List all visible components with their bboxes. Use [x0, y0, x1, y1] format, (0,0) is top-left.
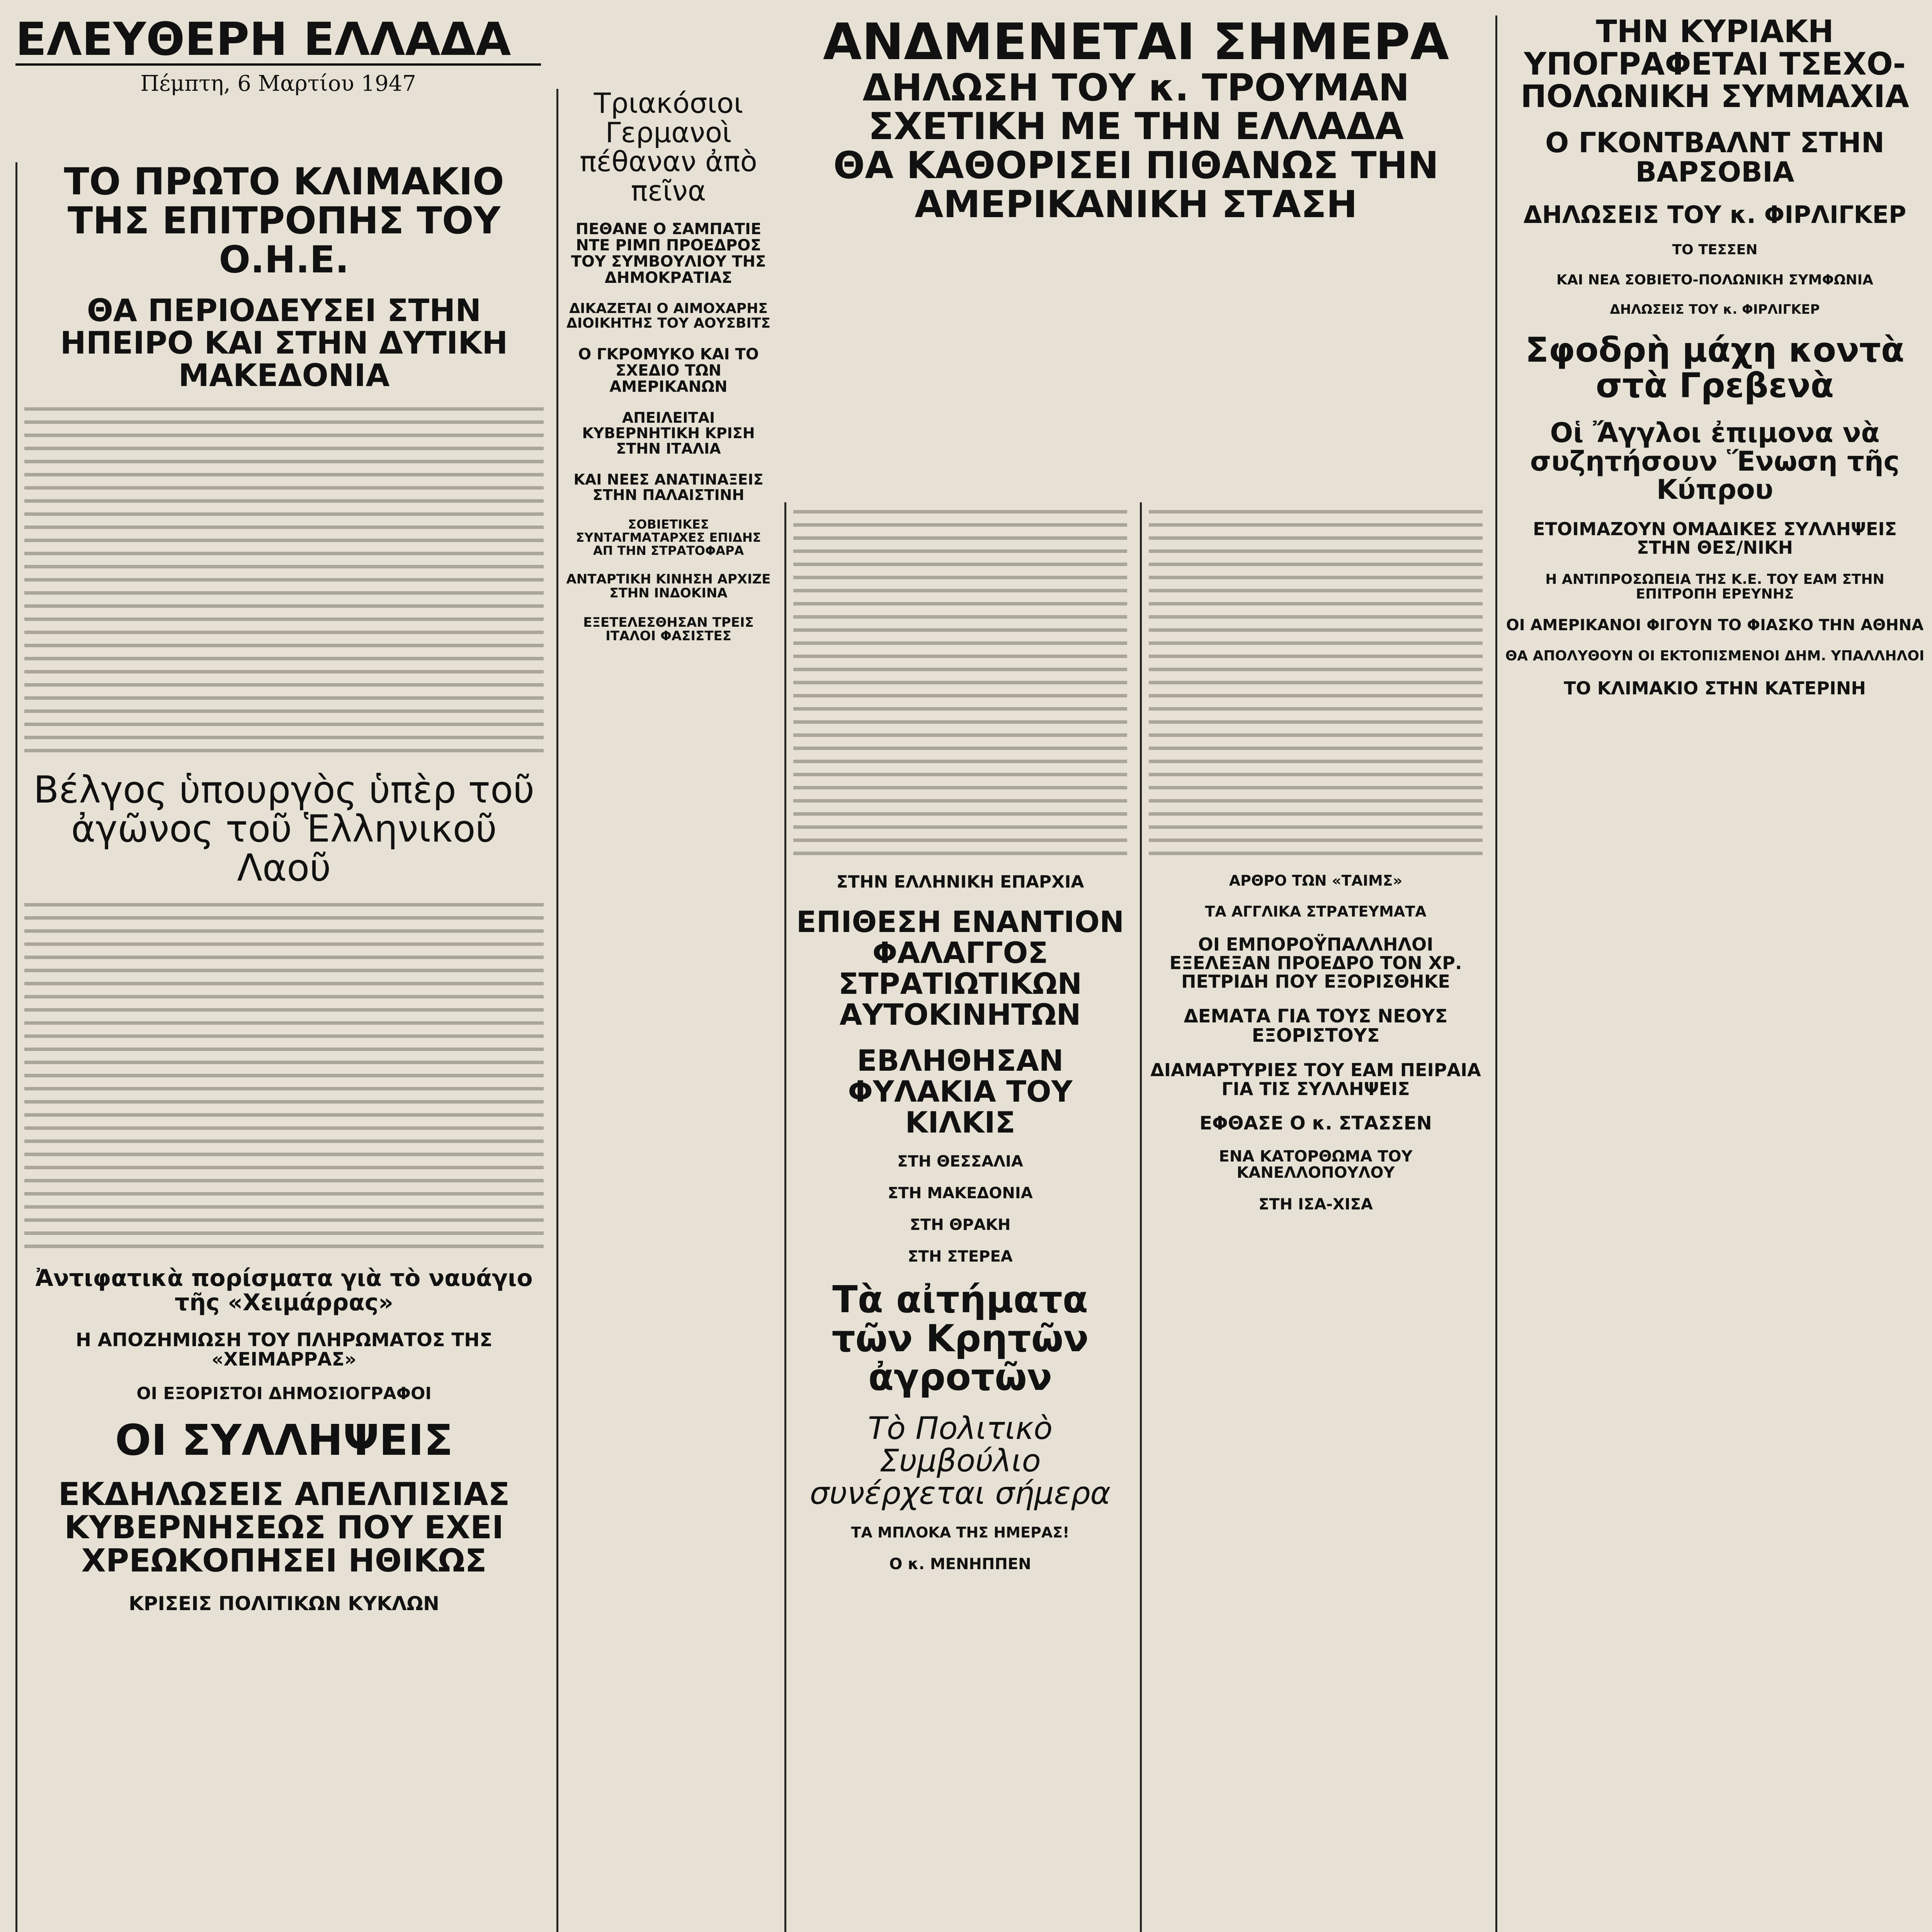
- headline: ΘΑ ΠΕΡΙΟΔΕΥΣΕΙ ΣΤΗΝ ΗΠΕΙΡΟ ΚΑΙ ΣΤΗΝ ΔΥΤΙΚΗ ΜΑΚΕΔΟΝΙΑ: [60, 293, 508, 394]
- masthead: [15, 12, 541, 96]
- headline: ΣΤΗ ΣΤΕΡΕΑ: [908, 1247, 1013, 1265]
- headline: ΚΑΙ ΝΕΕΣ ΑΝΑΤΙΝΑΞΕΙΣ ΣΤΗΝ ΠΑΛΑΙΣΤΙΝΗ: [573, 471, 764, 503]
- column-4: [1140, 502, 1490, 1932]
- article-placeholder: [24, 407, 544, 755]
- headline: Η ΑΠΟΖΗΜΙΩΣΗ ΤΟΥ ΠΛΗΡΩΜΑΤΟΣ ΤΗΣ «ΧΕΙΜΑΡΡΑΣ»: [75, 1329, 493, 1371]
- banner-headline: ΑΝΔΜΕΝΕΤΑΙ ΣΗΜΕΡΑ: [823, 12, 1449, 71]
- headline: ΣΤΗ ΘΡΑΚΗ: [910, 1216, 1011, 1234]
- headline: ΤΑ ΑΓΓΛΙΚΑ ΣΤΡΑΤΕΥΜΑΤΑ: [1205, 903, 1427, 920]
- masthead-title: ΕΛΕΥΘΕΡΗ ΕΛΛΑΔΑ: [15, 15, 541, 66]
- headline: ΣΟΒΙΕΤΙΚΕΣ ΣΥΝΤΑΓΜΑΤΑΡΧΕΣ ΕΠΙΔΗΣ ΑΠ ΤΗΝ ΣΤΡΑΤΟΦΑΡΑ: [576, 517, 761, 558]
- headline: ΕΠΙΘΕΣΗ ΕΝΑΝΤΙΟΝ ΦΑΛΑΓΓΟΣ ΣΤΡΑΤΙΩΤΙΚΩΝ ΑΥΤΟΚΙΝΗΤΩΝ: [796, 905, 1124, 1032]
- headline: ΣΤΗ ΙΣΑ-ΧΙΣΑ: [1259, 1196, 1373, 1214]
- headline: ΤΟ ΤΕΣΣΕΝ: [1672, 242, 1758, 258]
- headline: Βέλγος ὑπουργὸς ὑπὲρ τοῦ ἀγῶνος τοῦ Ἑλληνικοῦ Λαοῦ: [33, 768, 535, 889]
- headline: Η ΑΝΤΙΠΡΟΣΩΠΕΙΑ ΤΗΣ Κ.Ε. ΤΟΥ ΕΑΜ ΣΤΗΝ ΕΠΙΤΡΟΠΗ ΕΡΕΥΝΗΣ: [1545, 571, 1884, 602]
- headline: ΔΗΛΩΣΕΙΣ ΤΟΥ κ. ΦΙΡΛΙΓΚΕΡ: [1610, 301, 1820, 317]
- headline: ΕΚΔΗΛΩΣΕΙΣ ΑΠΕΛΠΙΣΙΑΣ ΚΥΒΕΡΝΗΣΕΩΣ ΠΟΥ ΕΧΕΙ ΧΡΕΩΚΟΠΗΣΕΙ ΗΘΙΚΩΣ: [58, 1476, 510, 1580]
- headline: ΕΦΘΑΣΕ Ο κ. ΣΤΑΣΣΕΝ: [1199, 1112, 1432, 1134]
- headline: ΔΗΛΩΣΕΙΣ ΤΟΥ κ. ΦΙΡΛΙΓΚΕΡ: [1523, 201, 1906, 229]
- headline: ΤΗΝ ΚΥΡΙΑΚΗ ΥΠΟΓΡΑΦΕΤΑΙ ΤΣΕΧΟ-ΠΟΛΩΝΙΚΗ ΣΥΜΜΑΧΙΑ: [1520, 15, 1909, 114]
- headline: ΟΙ ΣΥΛΛΗΨΕΙΣ: [115, 1415, 453, 1465]
- headline: ΟΙ ΕΞΟΡΙΣΤΟΙ ΔΗΜΟΣΙΟΓΡΑΦΟΙ: [136, 1383, 432, 1403]
- headline: ΕΤΟΙΜΑΖΟΥΝ ΟΜΑΔΙΚΕΣ ΣΥΛΛΗΨΕΙΣ ΣΤΗΝ ΘΕΣ/ΝΙΚΗ: [1533, 518, 1897, 558]
- column-3: [784, 502, 1134, 1932]
- headline: ΣΤΗΝ ΕΛΛΗΝΙΚΗ ΕΠΑΡΧΙΑ: [836, 872, 1084, 892]
- headline: Τριακόσιοι Γερμανοὶ πέθαναν ἀπὸ πεῖνα: [580, 89, 757, 207]
- headline: ΔΕΜΑΤΑ ΓΙΑ ΤΟΥΣ ΝΕΟΥΣ ΕΞΟΡΙΣΤΟΥΣ: [1184, 1005, 1448, 1047]
- issue-date: Πέμπτη, 6 Μαρτίου 1947: [140, 71, 416, 96]
- headline: Σφοδρὴ μάχη κοντὰ στὰ Γρεβενὰ: [1525, 330, 1905, 405]
- article-placeholder: [24, 903, 544, 1251]
- headline: ΠΕΘΑΝΕ Ο ΣΑΜΠΑΤΙΕ ΝΤΕ ΡΙΜΠ ΠΡΟΕΔΡΟΣ ΤΟΥ ΣΥΜΒΟΥΛΙΟΥ ΤΗΣ ΔΗΜΟΚΡΑΤΙΑΣ: [571, 220, 766, 287]
- headline: ΕΝΑ ΚΑΤΟΡΘΩΜΑ ΤΟΥ ΚΑΝΕΛΛΟΠΟΥΛΟΥ: [1219, 1148, 1413, 1182]
- headline: Ο ΓΚΡΟΜΥΚΟ ΚΑΙ ΤΟ ΣΧΕΔΙΟ ΤΩΝ ΑΜΕΡΙΚΑΝΩΝ: [578, 345, 759, 396]
- headline: ΣΤΗ ΘΕΣΣΑΛΙΑ: [897, 1152, 1023, 1170]
- column-2: [556, 89, 779, 1932]
- headline: Ἀντιφατικὰ πορίσματα γιὰ τὸ ναυάγιο τῆς «Χειμάρρας»: [35, 1264, 533, 1316]
- headline: ΣΤΗ ΜΑΚΕΔΟΝΙΑ: [888, 1184, 1033, 1202]
- headline: ΘΑ ΑΠΟΛΥΘΟΥΝ ΟΙ ΕΚΤΟΠΙΣΜΕΝΟΙ ΔΗΜ. ΥΠΑΛΛΗΛΟΙ: [1505, 648, 1925, 664]
- column-5: [1495, 15, 1932, 1932]
- column-1: [15, 162, 551, 1932]
- headline: ΤΑ ΜΠΛΟΚΑ ΤΗΣ ΗΜΕΡΑΣ!: [851, 1524, 1070, 1541]
- headline: ΔΙΚΑΖΕΤΑΙ Ο ΑΙΜΟΧΑΡΗΣ ΔΙΟΙΚΗΤΗΣ ΤΟΥ ΑΟΥΣΒΙΤΣ: [566, 301, 770, 332]
- headline: ΔΙΑΜΑΡΤΥΡΙΕΣ ΤΟΥ ΕΑΜ ΠΕΙΡΑΙΑ ΓΙΑ ΤΙΣ ΣΥΛΛΗΨΕΙΣ: [1150, 1060, 1481, 1099]
- headline: ΚΡΙΣΕΙΣ ΠΟΛΙΤΙΚΩΝ ΚΥΚΛΩΝ: [128, 1592, 440, 1615]
- banner-subheadline: ΔΗΛΩΣΗ ΤΟΥ κ. ΤΡΟΥΜΑΝ ΣΧΕΤΙΚΗ ΜΕ ΤΗΝ ΕΛΛΑΔΑ: [862, 66, 1410, 148]
- headline: ΟΙ ΕΜΠΟΡΟΫΠΑΛΛΗΛΟΙ ΕΞΕΛΕΞΑΝ ΠΡΟΕΔΡΟ ΤΟΝ ΧΡ. ΠΕΤΡΙΔΗ ΠΟΥ ΕΞΟΡΙΣΘΗΚΕ: [1169, 934, 1462, 992]
- headline: ΑΠΕΙΛΕΙΤΑΙ ΚΥΒΕΡΝΗΤΙΚΗ ΚΡΙΣΗ ΣΤΗΝ ΙΤΑΛΙΑ: [582, 409, 755, 457]
- article-placeholder: [1149, 510, 1483, 858]
- headline: ΕΒΛΗΘΗΣΑΝ ΦΥΛΑΚΙΑ ΤΟΥ ΚΙΛΚΙΣ: [848, 1043, 1073, 1139]
- center-banner: [784, 12, 1488, 226]
- headline: ΑΝΤΑΡΤΙΚΗ ΚΙΝΗΣΗ ΑΡΧΙΖΕ ΣΤΗΝ ΙΝΔΟΚΙΝΑ: [566, 571, 771, 601]
- headline: ΤΟ ΠΡΩΤΟ ΚΛΙΜΑΚΙΟ ΤΗΣ ΕΠΙΤΡΟΠΗΣ ΤΟΥ Ο.Η.Ε.: [64, 162, 504, 281]
- headline: Οἱ Ἄγγλοι ἐπιμονα νὰ συζητήσουν Ἕνωση τῆς Κύπρου: [1530, 417, 1900, 506]
- headline: ΕΞΕΤΕΛΕΣΘΗΣΑΝ ΤΡΕΙΣ ΙΤΑΛΟΙ ΦΑΣΙΣΤΕΣ: [583, 614, 754, 644]
- headline: Ο ΓΚΟΝΤΒΑΛΝΤ ΣΤΗΝ ΒΑΡΣΟΒΙΑ: [1545, 126, 1885, 188]
- headline: Τὰ αἰτήματα τῶν Κρητῶν ἀγροτῶν: [832, 1277, 1089, 1399]
- headline: ΑΡΘΡΟ ΤΩΝ «ΤΑΙΜΣ»: [1229, 872, 1403, 889]
- banner-subheadline: ΘΑ ΚΑΘΟΡΙΣΕΙ ΠΙΘΑΝΩΣ ΤΗΝ ΑΜΕΡΙΚΑΝΙΚΗ ΣΤΑΣΗ: [833, 144, 1439, 226]
- headline: ΤΟ ΚΛΙΜΑΚΙΟ ΣΤΗΝ ΚΑΤΕΡΙΝΗ: [1564, 677, 1866, 699]
- article-placeholder: [793, 510, 1127, 858]
- headline: ΚΑΙ ΝΕΑ ΣΟΒΙΕΤΟ-ΠΟΛΩΝΙΚΗ ΣΥΜΦΩΝΙΑ: [1556, 272, 1873, 288]
- headline: ΟΙ ΑΜΕΡΙΚΑΝΟΙ ΦΙΓΟΥΝ ΤΟ ΦΙΑΣΚΟ ΤΗΝ ΑΘΗΝΑ: [1506, 616, 1924, 634]
- headline: Ο κ. ΜΕΝΗΠΠΕΝ: [889, 1555, 1031, 1573]
- headline: Τὸ Πολιτικὸ Συμβούλιο συνέρχεται σήμερα: [810, 1410, 1111, 1512]
